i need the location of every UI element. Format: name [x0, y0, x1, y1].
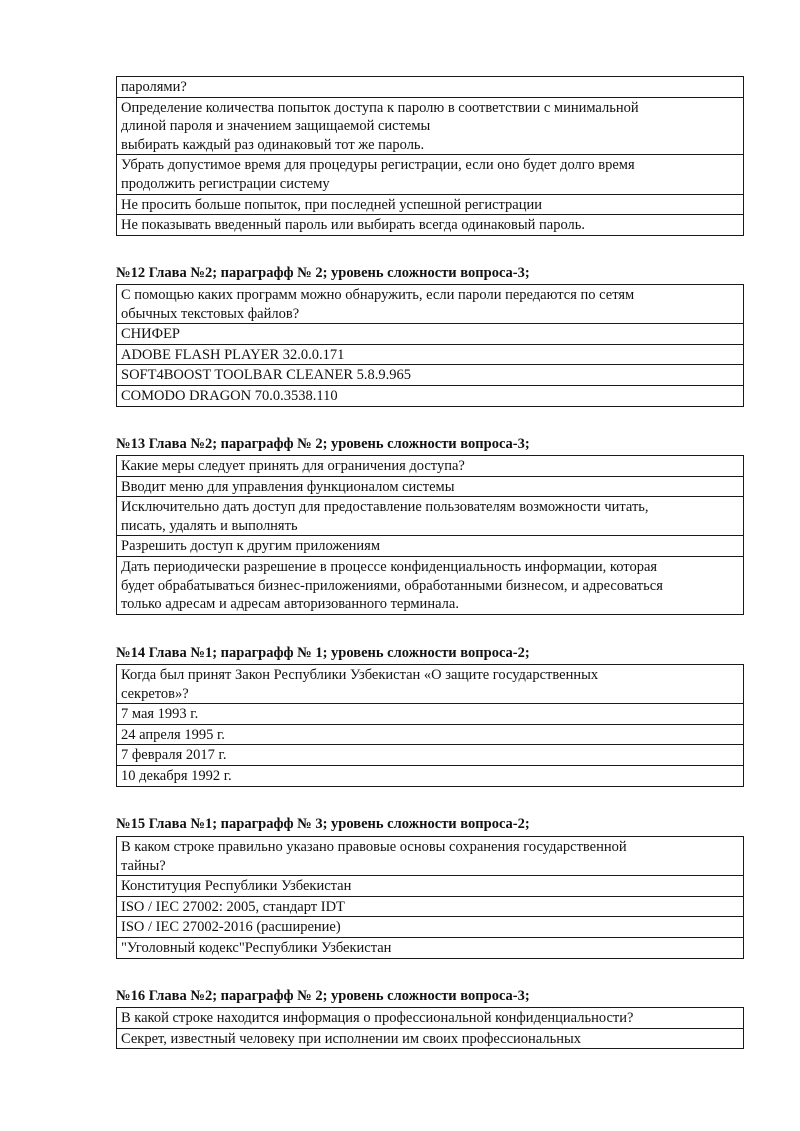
answer-text: Секрет, известный человеку при исполнении им своих профессиональных	[117, 1028, 744, 1049]
answer-row	[117, 556, 744, 614]
answer-row	[117, 97, 744, 155]
answer-row	[117, 765, 744, 786]
answer-row	[117, 917, 744, 938]
question-row	[117, 285, 744, 324]
answer-row	[117, 497, 744, 536]
question-text: С помощью каких программ можно обнаружить, если пароли передаются по сетям обычных текстовых файлов?	[117, 285, 744, 324]
answer-row	[117, 194, 744, 215]
answer-text: 10 декабря 1992 г.	[117, 765, 744, 786]
answer-text: ADOBE FLASH PLAYER 32.0.0.171	[117, 344, 744, 365]
question-heading: №15 Глава №1; параграфф № 3; уровень сложности вопроса-2;	[116, 816, 530, 832]
question-text: Когда был принят Закон Республики Узбекистан «О защите государственных секретов»?	[117, 665, 744, 704]
answer-text: Исключительно дать доступ для предоставление пользователям возможности читать, писать, удалять и выполнять	[117, 497, 744, 536]
answer-text: Вводит меню для управления функционалом системы	[117, 476, 744, 497]
answer-text: "Уголовный кодекс"Республики Узбекистан	[117, 937, 744, 958]
answer-text: паролями?	[117, 77, 744, 98]
answer-text: Конституция Республики Узбекистан	[117, 876, 744, 897]
answer-text: Убрать допустимое время для процедуры регистрации, если оно будет долго время продолжить регистрации систему	[117, 155, 744, 194]
question-text: В какой строке находится информация о профессиональной конфиденциальности?	[117, 1008, 744, 1029]
question-text: Какие меры следует принять для ограничения доступа?	[117, 456, 744, 477]
answer-row	[117, 155, 744, 194]
answer-row	[117, 215, 744, 236]
question-table	[116, 455, 744, 615]
answer-text: COMODO DRAGON 70.0.3538.110	[117, 385, 744, 406]
answer-row	[117, 365, 744, 386]
question-table	[116, 76, 744, 236]
answer-row	[117, 745, 744, 766]
answer-row	[117, 704, 744, 725]
answer-text: Дать периодически разрешение в процессе конфиденциальность информации, которая будет обрабатываться бизнес-приложениями, обработанными бизнесом, и адресоваться только адресам и адресам авторизованного терминала.	[117, 556, 744, 614]
question-row	[117, 837, 744, 876]
question-table	[116, 836, 744, 959]
answer-row	[117, 876, 744, 897]
question-heading: №13 Глава №2; параграфф № 2; уровень сложности вопроса-3;	[116, 436, 530, 452]
answer-text: Разрешить доступ к другим приложениям	[117, 536, 744, 557]
answer-text: Не показывать введенный пароль или выбирать всегда одинаковый пароль.	[117, 215, 744, 236]
question-table	[116, 664, 744, 787]
question-row	[117, 1008, 744, 1029]
answer-row	[117, 896, 744, 917]
answer-text: 7 мая 1993 г.	[117, 704, 744, 725]
answer-row	[117, 536, 744, 557]
question-table	[116, 1007, 744, 1049]
answer-row	[117, 344, 744, 365]
answer-row	[117, 324, 744, 345]
answer-text: Не просить больше попыток, при последней успешной регистрации	[117, 194, 744, 215]
answer-row	[117, 476, 744, 497]
question-table	[116, 284, 744, 407]
question-heading: №16 Глава №2; параграфф № 2; уровень сложности вопроса-3;	[116, 988, 530, 1004]
answer-text: ISO / IEC 27002-2016 (расширение)	[117, 917, 744, 938]
answer-row	[117, 77, 744, 98]
answer-text: 7 февраля 2017 г.	[117, 745, 744, 766]
answer-text: 24 апреля 1995 г.	[117, 724, 744, 745]
question-text: В каком строке правильно указано правовые основы сохранения государственной тайны?	[117, 837, 744, 876]
question-row	[117, 665, 744, 704]
answer-row	[117, 1028, 744, 1049]
answer-row	[117, 724, 744, 745]
answer-row	[117, 937, 744, 958]
question-heading: №12 Глава №2; параграфф № 2; уровень сложности вопроса-3;	[116, 265, 530, 281]
answer-row	[117, 385, 744, 406]
question-heading: №14 Глава №1; параграфф № 1; уровень сложности вопроса-2;	[116, 645, 530, 661]
question-row	[117, 456, 744, 477]
answer-text: СНИФЕР	[117, 324, 744, 345]
answer-text: Определение количества попыток доступа к паролю в соответствии с минимальной длиной пароля и значением защищаемой системы выбирать каждый раз одинаковый тот же пароль.	[117, 97, 744, 155]
answer-text: ISO / IEC 27002: 2005, стандарт IDT	[117, 896, 744, 917]
answer-text: SOFT4BOOST TOOLBAR CLEANER 5.8.9.965	[117, 365, 744, 386]
